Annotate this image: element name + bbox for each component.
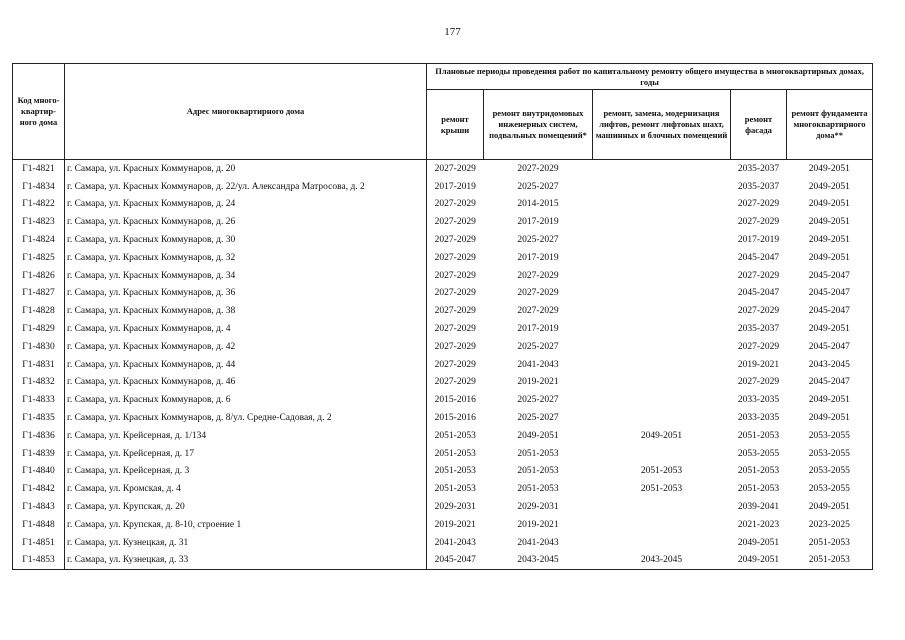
cell-code: Г1-4831 (13, 356, 65, 374)
cell-facade: 2033-2035 (737, 413, 780, 424)
cell-address: г. Самара, ул. Красных Коммунаров, д. 46 (65, 374, 427, 392)
cell-address: г. Самара, ул. Красных Коммунаров, д. 38 (65, 302, 427, 320)
cell-foundation: 2049-2051 (787, 391, 873, 409)
cell-code: Г1-4851 (13, 534, 65, 552)
cell-roof: 2041-2043 (434, 537, 476, 548)
cell-facade: 2049-2051 (737, 537, 780, 548)
cell-lifts (593, 160, 731, 178)
cell-foundation: 2049-2051 (787, 196, 873, 214)
table-row (13, 302, 873, 320)
cell-facade: 2017-2019 (737, 235, 780, 246)
cell-lifts (593, 374, 731, 392)
cell-lifts (593, 285, 731, 303)
cell-address: г. Самара, ул. Красных Коммунаров, д. 26 (65, 213, 427, 231)
cell-lifts (593, 231, 731, 249)
cell-code: Г1-4824 (13, 231, 65, 249)
cell-address: г. Самара, ул. Красных Коммунаров, д. 20 (65, 160, 427, 178)
cell-roof: 2051-2053 (434, 484, 476, 495)
cell-roof: 2027-2029 (434, 377, 476, 388)
cell-systems: 2025-2027 (517, 341, 559, 352)
cell-address: г. Самара, ул. Красных Коммунаров, д. 8/ул. Средне-Садовая, д. 2 (65, 409, 427, 427)
cell-roof: 2051-2053 (434, 430, 476, 441)
cell-address: г. Самара, ул. Крейсерная, д. 1/134 (65, 427, 427, 445)
cell-lifts (593, 320, 731, 338)
cell-foundation: 2045-2047 (787, 302, 873, 320)
table-row (13, 480, 873, 498)
cell-lifts (593, 356, 731, 374)
cell-address: г. Самара, ул. Крупская, д. 8-10, строение 1 (65, 516, 427, 534)
cell-address: г. Самара, ул. Красных Коммунаров, д. 44 (65, 356, 427, 374)
table-header (13, 64, 873, 160)
table-row (13, 409, 873, 427)
cell-code: Г1-4821 (13, 160, 65, 178)
col-header-facade: ремонт фасада (731, 90, 787, 160)
cell-address: г. Самара, ул. Крейсерная, д. 3 (65, 463, 427, 481)
cell-facade: 2051-2053 (737, 484, 780, 495)
cell-code: Г1-4825 (13, 249, 65, 267)
cell-facade: 2027-2029 (737, 217, 780, 228)
cell-systems: 2025-2027 (517, 413, 559, 424)
cell-roof: 2027-2029 (434, 288, 476, 299)
cell-code: Г1-4832 (13, 374, 65, 392)
cell-address: г. Самара, ул. Красных Коммунаров, д. 24 (65, 196, 427, 214)
cell-foundation: 2049-2051 (787, 160, 873, 178)
cell-foundation: 2049-2051 (787, 320, 873, 338)
cell-facade: 2027-2029 (737, 270, 780, 281)
cell-code: Г1-4842 (13, 480, 65, 498)
table-row (13, 498, 873, 516)
cell-code: Г1-4834 (13, 178, 65, 196)
cell-address: г. Самара, ул. Красных Коммунаров, д. 34 (65, 267, 427, 285)
table-row (13, 213, 873, 231)
cell-address: г. Самара, ул. Кромская, д. 4 (65, 480, 427, 498)
cell-systems: 2025-2027 (517, 395, 559, 406)
cell-roof: 2029-2031 (434, 502, 476, 513)
col-header-group: Плановые периоды проведения работ по капитальному ремонту общего имущества в многоквартирных домах, годы (427, 64, 873, 90)
cell-code: Г1-4826 (13, 267, 65, 285)
cell-systems: 2025-2027 (517, 235, 559, 246)
cell-lifts (593, 445, 731, 463)
table-row (13, 267, 873, 285)
cell-roof: 2027-2029 (434, 163, 476, 174)
table-row (13, 552, 873, 570)
cell-code: Г1-4823 (13, 213, 65, 231)
cell-address: г. Самара, ул. Красных Коммунаров, д. 32 (65, 249, 427, 267)
table-row (13, 320, 873, 338)
cell-foundation: 2023-2025 (787, 516, 873, 534)
cell-systems: 2043-2045 (484, 552, 593, 570)
cell-address: г. Самара, ул. Кузнецкая, д. 33 (65, 552, 427, 570)
cell-roof: 2045-2047 (427, 552, 484, 570)
cell-address: г. Самара, ул. Красных Коммунаров, д. 22/ул. Александра Матросова, д. 2 (65, 178, 427, 196)
cell-foundation: 2049-2051 (787, 409, 873, 427)
cell-roof: 2015-2016 (434, 395, 476, 406)
cell-foundation: 2043-2045 (787, 356, 873, 374)
capital-repair-table (12, 63, 873, 570)
cell-address: г. Самара, ул. Красных Коммунаров, д. 30 (65, 231, 427, 249)
cell-systems: 2051-2053 (517, 484, 559, 495)
cell-roof: 2015-2016 (434, 413, 476, 424)
table-row (13, 356, 873, 374)
cell-facade: 2019-2021 (737, 359, 780, 370)
cell-lifts: 2049-2051 (640, 430, 683, 441)
table-row (13, 231, 873, 249)
table-row (13, 160, 873, 178)
cell-lifts: 2051-2053 (640, 466, 683, 477)
cell-facade: 2027-2029 (737, 306, 780, 317)
cell-code: Г1-4835 (13, 409, 65, 427)
cell-foundation: 2045-2047 (787, 285, 873, 303)
cell-facade: 2035-2037 (737, 324, 780, 335)
cell-lifts (593, 302, 731, 320)
col-header-code: Код много-квартир-ного дома (13, 64, 65, 160)
cell-systems: 2014-2015 (517, 199, 559, 210)
cell-lifts: 2051-2053 (640, 484, 683, 495)
cell-roof: 2027-2029 (434, 235, 476, 246)
cell-facade: 2039-2041 (737, 502, 780, 513)
table-row (13, 178, 873, 196)
cell-systems: 2017-2019 (517, 217, 559, 228)
cell-facade: 2027-2029 (737, 377, 780, 388)
cell-facade: 2035-2037 (737, 163, 780, 174)
cell-foundation: 2049-2051 (787, 249, 873, 267)
cell-roof: 2027-2029 (434, 270, 476, 281)
cell-lifts (593, 498, 731, 516)
cell-address: г. Самара, ул. Красных Коммунаров, д. 36 (65, 285, 427, 303)
cell-lifts: 2043-2045 (593, 552, 731, 570)
cell-systems: 2027-2029 (517, 306, 559, 317)
cell-systems: 2051-2053 (517, 448, 559, 459)
cell-code: Г1-4839 (13, 445, 65, 463)
cell-code: Г1-4848 (13, 516, 65, 534)
cell-code: Г1-4828 (13, 302, 65, 320)
table-row (13, 427, 873, 445)
cell-systems: 2019-2021 (517, 519, 559, 530)
table-row (13, 391, 873, 409)
cell-lifts (593, 196, 731, 214)
cell-roof: 2027-2029 (434, 306, 476, 317)
cell-lifts (593, 534, 731, 552)
cell-facade: 2049-2051 (731, 552, 787, 570)
table-row (13, 196, 873, 214)
table-row (13, 463, 873, 481)
cell-systems: 2041-2043 (517, 359, 559, 370)
cell-facade: 2051-2053 (737, 466, 780, 477)
cell-foundation: 2049-2051 (787, 498, 873, 516)
cell-facade: 2033-2035 (737, 395, 780, 406)
cell-facade: 2051-2053 (737, 430, 780, 441)
cell-roof: 2019-2021 (434, 519, 476, 530)
cell-lifts (593, 249, 731, 267)
cell-systems: 2029-2031 (517, 502, 559, 513)
cell-facade: 2045-2047 (737, 252, 780, 263)
cell-facade: 2027-2029 (737, 341, 780, 352)
cell-systems: 2049-2051 (517, 430, 559, 441)
cell-code: Г1-4853 (13, 552, 65, 570)
cell-lifts (593, 213, 731, 231)
cell-facade: 2027-2029 (737, 199, 780, 210)
cell-systems: 2019-2021 (517, 377, 559, 388)
cell-lifts (593, 391, 731, 409)
table-row (13, 285, 873, 303)
table-row (13, 534, 873, 552)
cell-roof: 2051-2053 (434, 448, 476, 459)
cell-foundation: 2049-2051 (787, 231, 873, 249)
cell-roof: 2027-2029 (434, 199, 476, 210)
cell-address: г. Самара, ул. Красных Коммунаров, д. 42 (65, 338, 427, 356)
col-header-lifts: ремонт, замена, модернизация лифтов, ремонт лифтовых шахт, машинных и блочных помещений (593, 90, 731, 160)
cell-lifts (593, 178, 731, 196)
cell-foundation: 2053-2055 (787, 427, 873, 445)
cell-foundation: 2049-2051 (787, 213, 873, 231)
cell-code: Г1-4822 (13, 196, 65, 214)
cell-foundation: 2045-2047 (787, 338, 873, 356)
cell-foundation: 2051-2053 (787, 534, 873, 552)
cell-facade: 2045-2047 (737, 288, 780, 299)
col-header-address: Адрес многоквартирного дома (65, 64, 427, 160)
col-header-roof: ремонт крыши (427, 90, 484, 160)
table-row (13, 445, 873, 463)
cell-code: Г1-4833 (13, 391, 65, 409)
cell-code: Г1-4829 (13, 320, 65, 338)
cell-foundation: 2053-2055 (787, 445, 873, 463)
table-row (13, 338, 873, 356)
table-row (13, 374, 873, 392)
cell-facade: 2021-2023 (737, 519, 780, 530)
cell-foundation: 2053-2055 (787, 480, 873, 498)
cell-foundation: 2051-2053 (787, 552, 873, 570)
cell-systems: 2051-2053 (517, 466, 559, 477)
cell-code: Г1-4840 (13, 463, 65, 481)
cell-systems: 2041-2043 (517, 537, 559, 548)
cell-systems: 2027-2029 (517, 163, 559, 174)
cell-code: Г1-4843 (13, 498, 65, 516)
cell-foundation: 2045-2047 (787, 374, 873, 392)
page-number: 177 (444, 26, 461, 38)
cell-roof: 2051-2053 (434, 466, 476, 477)
cell-systems: 2017-2019 (517, 324, 559, 335)
cell-facade: 2035-2037 (737, 181, 780, 192)
cell-address: г. Самара, ул. Красных Коммунаров, д. 6 (65, 391, 427, 409)
col-header-foundation: ремонт фундамента многоквартирного дома** (787, 90, 873, 160)
cell-systems: 2025-2027 (517, 181, 559, 192)
cell-code: Г1-4827 (13, 285, 65, 303)
cell-roof: 2027-2029 (434, 324, 476, 335)
cell-roof: 2027-2029 (434, 252, 476, 263)
table-body (13, 160, 873, 570)
cell-address: г. Самара, ул. Кузнецкая, д. 31 (65, 534, 427, 552)
cell-facade: 2053-2055 (737, 448, 780, 459)
cell-foundation: 2045-2047 (787, 267, 873, 285)
cell-address: г. Самара, ул. Красных Коммунаров, д. 4 (65, 320, 427, 338)
cell-lifts (593, 516, 731, 534)
col-header-systems: ремонт внутридомовых инженерных систем, подвальных помещений* (484, 90, 593, 160)
cell-systems: 2017-2019 (517, 252, 559, 263)
table-row (13, 516, 873, 534)
cell-systems: 2027-2029 (517, 270, 559, 281)
cell-address: г. Самара, ул. Крупская, д. 20 (65, 498, 427, 516)
cell-code: Г1-4830 (13, 338, 65, 356)
cell-code: Г1-4836 (13, 427, 65, 445)
cell-lifts (593, 267, 731, 285)
cell-foundation: 2049-2051 (787, 178, 873, 196)
cell-address: г. Самара, ул. Крейсерная, д. 17 (65, 445, 427, 463)
cell-lifts (593, 409, 731, 427)
cell-roof: 2027-2029 (434, 359, 476, 370)
cell-foundation: 2053-2055 (787, 463, 873, 481)
cell-lifts (593, 338, 731, 356)
cell-roof: 2017-2019 (434, 181, 476, 192)
cell-roof: 2027-2029 (434, 341, 476, 352)
cell-systems: 2027-2029 (517, 288, 559, 299)
cell-roof: 2027-2029 (434, 217, 476, 228)
table-row (13, 249, 873, 267)
